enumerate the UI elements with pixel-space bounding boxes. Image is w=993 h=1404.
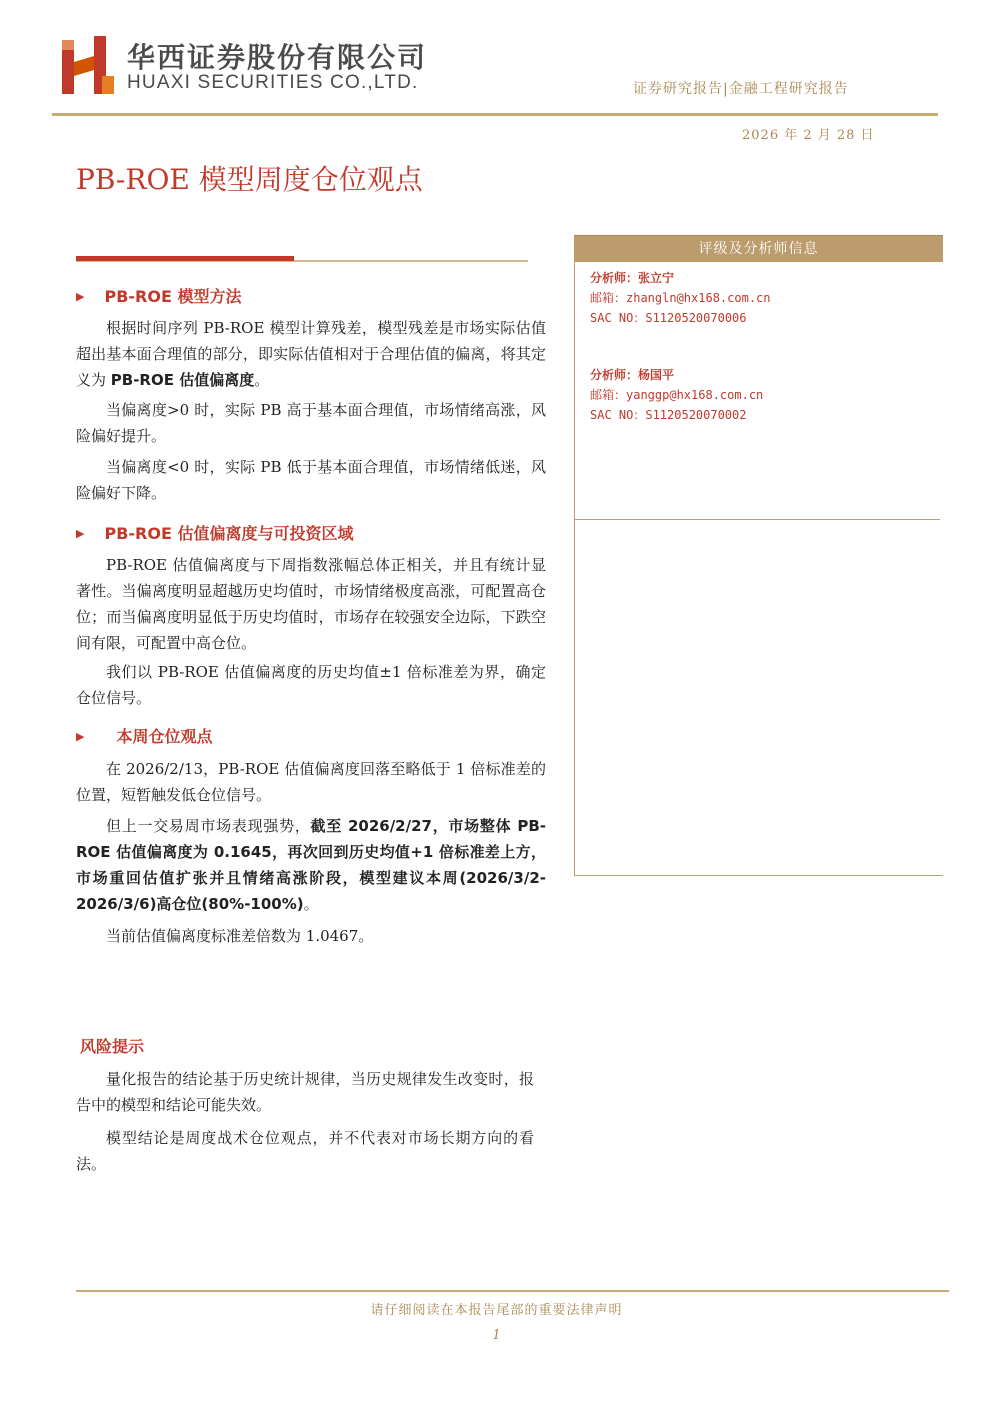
paragraph: 在 2026/2/13，PB-ROE 估值偏离度回落至略低于 1 倍标准差的位置，短暂触发低仓位信号。 (76, 760, 546, 804)
analyst-sac: SAC NO：S1120520070002 (590, 408, 747, 422)
footer-divider (76, 1290, 949, 1292)
sidebar-divider (574, 519, 940, 520)
company-logo (62, 36, 114, 94)
bullet-triangle-icon: ▶ (76, 290, 85, 303)
section-heading-weekly-view: ▶ 本周仓位观点 (76, 727, 213, 746)
left-column-accent-bar (76, 256, 294, 261)
company-name-cn: 华西证券股份有限公司 (127, 41, 428, 74)
paragraph: 当前估值偏离度标准差倍数为 1.0467。 (106, 927, 374, 945)
paragraph: 量化报告的结论基于历史统计规律，当历史规律发生改变时，报告中的模型和结论可能失效。 (76, 1070, 534, 1114)
page-number: 1 (492, 1328, 501, 1343)
paragraph-conclusion: 但上一交易周市场表现强势，截至 2026/2/27，市场整体 PB-ROE 估值偏离度为 0.1645，再次回到历史均值+1 倍标准差上方，市场重回估值扩张并且情绪高涨阶段，模型建议本周(2026/3/2-2026/3/6)高仓位(80%-100%)。 (76, 817, 546, 913)
analyst-name: 分析师：张立宁 (590, 271, 675, 285)
paragraph: 当偏离度>0 时，实际 PB 高于基本面合理值，市场情绪高涨，风险偏好提升。 (76, 401, 546, 445)
report-type: 证券研究报告|金融工程研究报告 (633, 81, 849, 97)
sidebar-heading: 评级及分析师信息 (574, 236, 943, 262)
paragraph: 我们以 PB-ROE 估值偏离度的历史均值±1 倍标准差为界，确定仓位信号。 (76, 663, 546, 707)
analyst-sac: SAC NO：S1120520070006 (590, 311, 747, 325)
bullet-triangle-icon: ▶ (76, 730, 85, 743)
section-heading-investable-zone: ▶ PB-ROE 估值偏离度与可投资区域 (76, 524, 354, 543)
bullet-triangle-icon: ▶ (76, 527, 85, 540)
paragraph: 模型结论是周度战术仓位观点，并不代表对市场长期方向的看法。 (76, 1129, 534, 1173)
analyst-name: 分析师：杨国平 (590, 368, 675, 382)
risk-heading: 风险提示 (80, 1037, 145, 1056)
paragraph: 当偏离度<0 时，实际 PB 低于基本面合理值，市场情绪低迷，风险偏好下降。 (76, 458, 546, 502)
sidebar-divider (574, 875, 943, 876)
company-name-en: HUAXI SECURITIES CO.,LTD. (127, 72, 419, 93)
header-divider (52, 113, 938, 116)
paragraph: PB-ROE 估值偏离度与下周指数涨幅总体正相关，并且有统计显著性。当偏离度明显超越历史均值时，市场情绪极度高涨，可配置高仓位；而当偏离度明显低于历史均值时，市场存在较强安全边际，下跌空间有限，可配置中高仓位。 (76, 556, 546, 652)
analyst-email: 邮箱：zhangln@hx168.com.cn (590, 291, 771, 305)
section-heading-method: ▶ PB-ROE 模型方法 (76, 287, 242, 306)
sidebar-border (574, 236, 575, 876)
page-title: PB-ROE 模型周度仓位观点 (76, 163, 423, 196)
paragraph: 根据时间序列 PB-ROE 模型计算残差，模型残差是市场实际估值超出基本面合理值的部分，即实际估值相对于合理估值的偏离，将其定义为 PB-ROE 估值偏离度。 (76, 319, 546, 389)
analyst-email: 邮箱：yanggp@hx168.com.cn (590, 388, 764, 402)
footer-note: 请仔细阅读在本报告尾部的重要法律声明 (370, 1303, 623, 1318)
report-date: 2026 年 2 月 28 日 (742, 128, 875, 143)
